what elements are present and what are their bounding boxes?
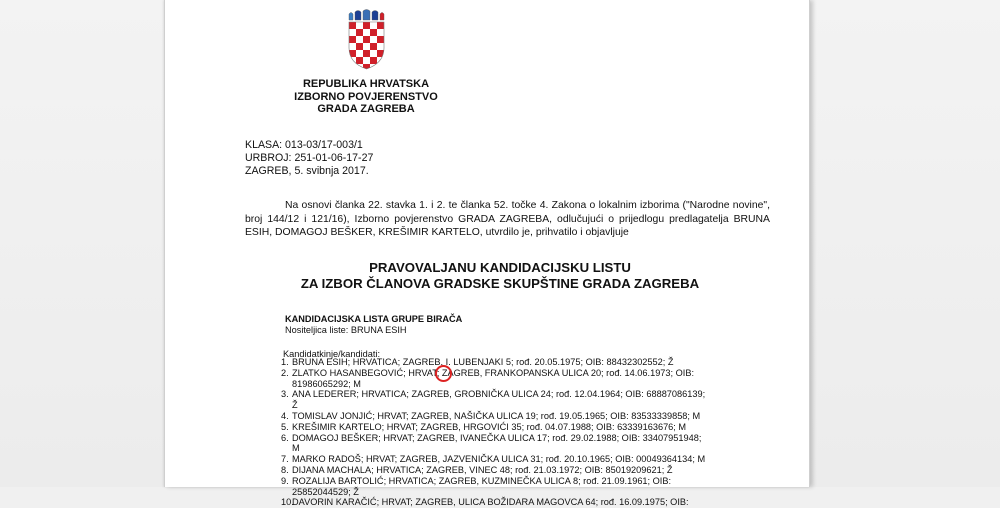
candidate-text: DOMAGOJ BEŠKER; HRVAT; ZAGREB, IVANEČKA ULICA 17; rođ. 29.02.1988; OIB: 33407951948; M	[292, 432, 702, 454]
candidate-number: 1.	[281, 357, 289, 367]
candidate-number: 7.	[281, 454, 289, 465]
candidate-item	[281, 411, 711, 422]
institution-line: IZBORNO POVJERENSTVO	[294, 90, 438, 103]
list-heading-line-2: ZA IZBOR ČLANOVA GRADSKE SKUPŠTINE GRADA ZAGREBA	[300, 276, 700, 291]
preamble-paragraph: Na osnovi članka 22. stavka 1. i 2. te članka 52. točke 4. Zakona o lokalnim izborima ("Narodne novine", broj 144/12 i 121/16), Izborno povjerenstvo GRADA ZAGREBA, odlučujući o prijedlogu predlagatelja BRUNA ESIH, DOMAGOJ BEŠKER, KREŠIMIR KARTELO, utvrdilo je, prihvatilo i objavljuje	[245, 200, 770, 239]
red-circle-marker-icon	[435, 365, 452, 382]
issuing-institution	[291, 78, 441, 116]
list-heading	[235, 260, 765, 292]
candidate-item	[281, 389, 711, 411]
institution-line: GRADA ZAGREBA	[317, 103, 415, 115]
candidate-item	[281, 476, 711, 498]
candidate-number: 5.	[281, 421, 289, 432]
candidate-number: 9.	[281, 475, 289, 486]
candidate-item	[281, 357, 711, 368]
candidate-item	[281, 433, 711, 455]
candidate-text: ROZALIJA BARTOLIĆ; HRVATICA; ZAGREB, KUZMINEČKA ULICA 8; rođ. 21.09.1961; OIB: 25852044529; Ž	[292, 475, 672, 497]
candidate-number: 8.	[281, 464, 289, 475]
candidate-list	[281, 357, 711, 508]
document-page[interactable]	[164, 0, 810, 508]
urbroj-line: URBROJ: 251-01-06-17-27	[245, 152, 374, 164]
candidate-item	[281, 454, 711, 465]
group-title: KANDIDACIJSKA LISTA GRUPE BIRAČA	[285, 314, 463, 324]
candidate-number: 3.	[281, 389, 289, 400]
list-heading-line-1: PRAVOVALJANU KANDIDACIJSKU LISTU	[369, 260, 631, 275]
institution-line: REPUBLIKA HRVATSKA	[302, 78, 430, 90]
candidate-text: KREŠIMIR KARTELO; HRVAT; ZAGREB, HRGOVIĆI 35; rođ. 04.07.1988; OIB: 63339163676; M	[292, 421, 687, 432]
candidate-number: 4.	[281, 410, 289, 421]
group-block	[285, 314, 462, 336]
place-date-line: ZAGREB, 5. svibnja 2017.	[245, 165, 369, 177]
document-reference	[245, 139, 373, 178]
candidate-number: 2.	[281, 367, 289, 378]
candidate-item	[281, 422, 711, 433]
candidate-text: TOMISLAV JONJIĆ; HRVAT; ZAGREB, NAŠIČKA ULICA 19; rođ. 19.05.1965; OIB: 83533339858; M	[292, 410, 701, 421]
klasa-line: KLASA: 013-03/17-003/1	[245, 139, 363, 151]
candidate-text: BRUNA ESIH; HRVATICA; ZAGREB, I. LUBENJAKI 5; rođ. 20.05.1975; OIB: 88432302552; Ž	[292, 357, 674, 367]
candidate-item	[281, 465, 711, 476]
list-holder: Nositeljica liste: BRUNA ESIH	[285, 325, 407, 335]
candidate-item	[281, 368, 711, 390]
candidate-text: DAVORIN KARAČIĆ; HRVAT; ZAGREB, ULICA BOŽIDARA MAGOVCA 64; rođ. 16.09.1975; OIB:	[292, 497, 689, 508]
candidate-item	[281, 497, 711, 508]
candidate-number: 10.	[281, 497, 294, 508]
candidates-label: Kandidatkinje/kandidati:	[283, 349, 381, 359]
candidate-text: MARKO RADOŠ; HRVAT; ZAGREB, JAZVENIČKA ULICA 31; rođ. 20.10.1965; OIB: 00049364134; M	[292, 454, 706, 465]
candidate-text: DIJANA MACHALA; HRVATICA; ZAGREB, VINEC 48; rođ. 21.03.1972; OIB: 85019209621; Ž	[292, 464, 673, 475]
candidate-number: 6.	[281, 432, 289, 443]
coat-of-arms-icon	[345, 10, 388, 70]
candidate-text: ZLATKO HASANBEGOVIĆ; HRVAT; ZAGREB, FRANKOPANSKA ULICA 20; rođ. 14.06.1973; OIB: 81986065292; M	[292, 367, 695, 389]
candidate-text: ANA LEDERER; HRVATICA; ZAGREB, GROBNIČKA ULICA 24; rođ. 12.04.1964; OIB: 68887086139; Ž	[292, 389, 706, 411]
